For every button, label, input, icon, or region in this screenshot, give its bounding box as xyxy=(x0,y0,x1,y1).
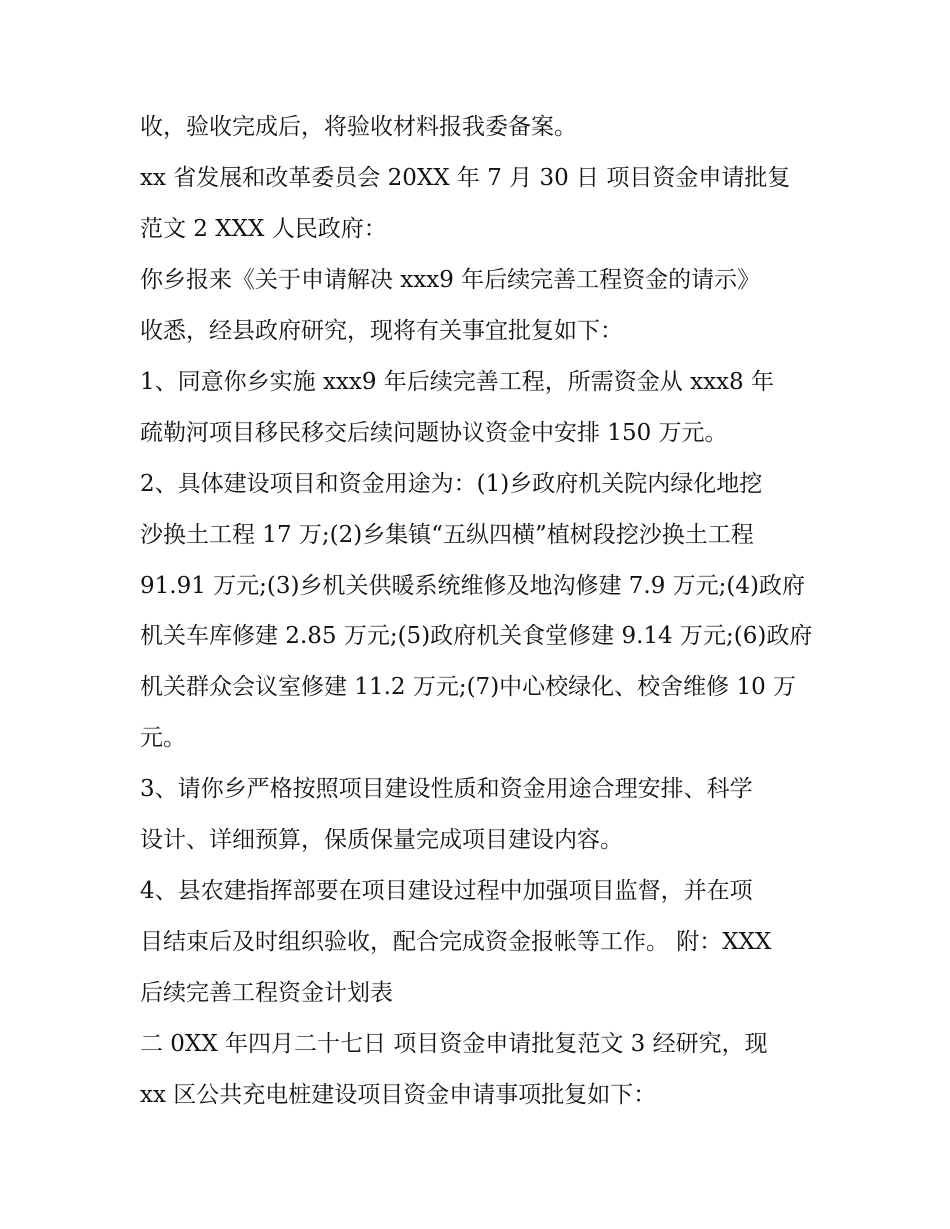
text-line: 疏勒河项目移民移交后续问题协议资金中安排 150 万元。 xyxy=(140,420,728,446)
text-line: 收悉，经县政府研究，现将有关事宜批复如下： xyxy=(140,318,623,344)
text-line: 目结束后及时组织验收，配合完成资金报帐等工作。 附：XXX xyxy=(140,929,772,955)
text-line: 设计、详细预算，保质保量完成项目建设内容。 xyxy=(140,827,623,853)
text-line: 二 0XX 年四月二十七日 项目资金申请批复范文 3 经研究，现 xyxy=(140,1031,768,1057)
text-line: xx 省发展和改革委员会 20XX 年 7 月 30 日 项目资金申请批复 xyxy=(140,165,791,191)
text-line: 2、具体建设项目和资金用途为：(1)乡政府机关院内绿化地挖 xyxy=(140,471,763,497)
text-line: 范文 2 XXX 人民政府： xyxy=(140,216,387,242)
text-line: 你乡报来《关于申请解决 xxx9 年后续完善工程资金的请示》 xyxy=(140,267,761,293)
text-line: xx 区公共充电桩建设项目资金申请事项批复如下： xyxy=(140,1082,657,1108)
text-line: 机关群众会议室修建 11.2 万元;(7)中心校绿化、校舍维修 10 万 xyxy=(140,674,797,700)
text-line: 4、县农建指挥部要在项目建设过程中加强项目监督，并在项 xyxy=(140,878,753,904)
text-line: 后续完善工程资金计划表 xyxy=(140,980,393,1006)
text-line: 1、同意你乡实施 xxx9 年后续完善工程，所需资金从 xxx8 年 xyxy=(140,369,774,395)
text-line: 收，验收完成后，将验收材料报我委备案。 xyxy=(140,114,577,140)
text-line: 91.91 万元;(3)乡机关供暖系统维修及地沟修建 7.9 万元;(4)政府 xyxy=(140,573,806,599)
text-line: 3、请你乡严格按照项目建设性质和资金用途合理安排、科学 xyxy=(140,776,753,802)
text-line: 元。 xyxy=(140,725,186,751)
text-line: 沙换土工程 17 万;(2)乡集镇“五纵四横”植树段挖沙换土工程 xyxy=(140,522,754,548)
text-line: 机关车库修建 2.85 万元;(5)政府机关食堂修建 9.14 万元;(6)政府 xyxy=(140,623,813,649)
